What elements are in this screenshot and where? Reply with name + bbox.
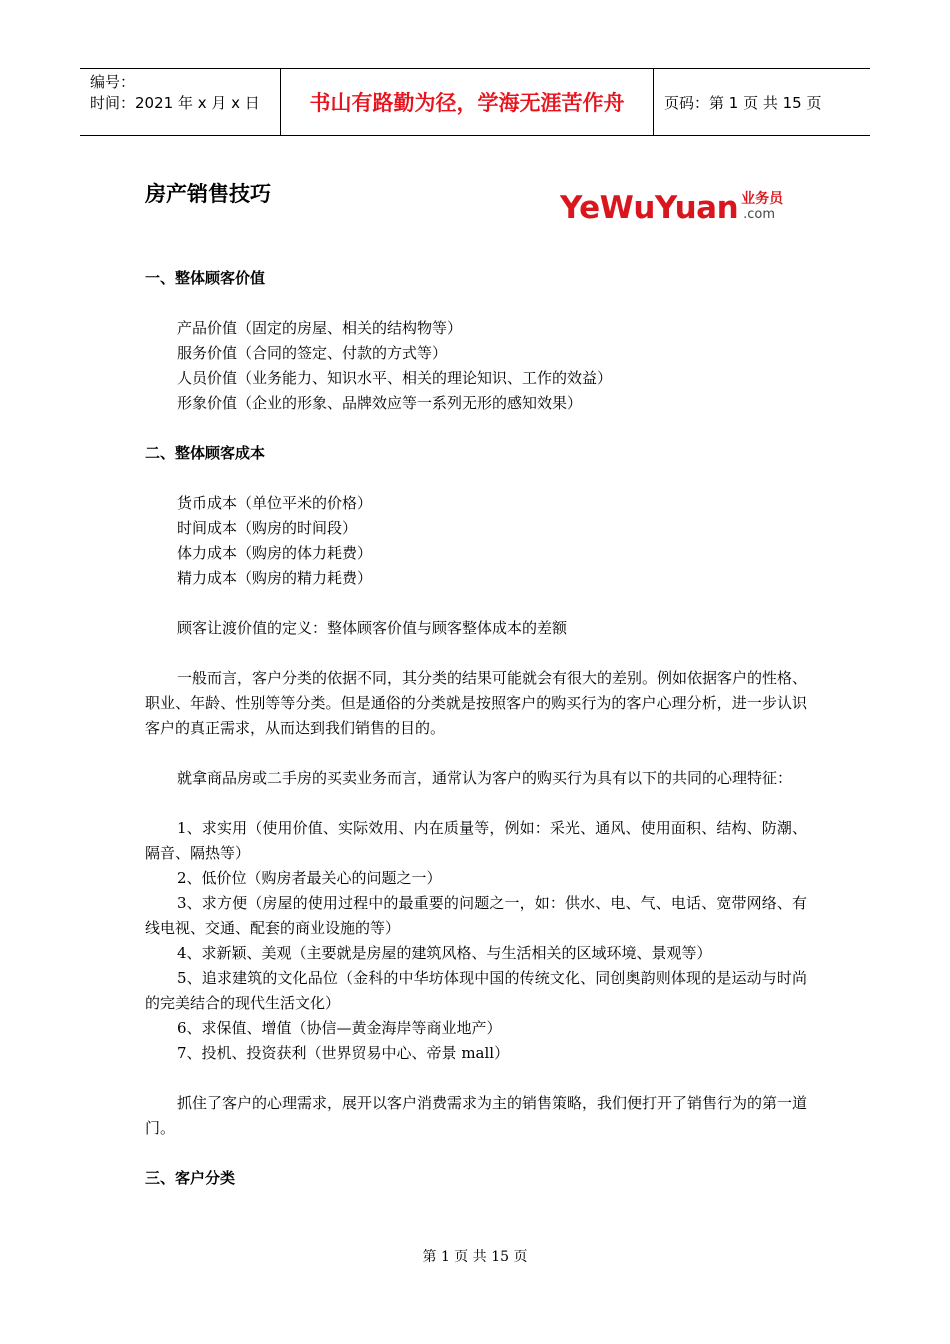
feature-item: 6、求保值、增值（协信—黄金海岸等商业地产） — [177, 1019, 502, 1037]
definition-text: 顾客让渡价值的定义：整体顾客价值与顾客整体成本的差额 — [177, 619, 568, 637]
logo-side — [741, 192, 783, 222]
section1-item: 产品价值（固定的房屋、相关的结构物等） — [177, 319, 463, 337]
section1-item: 形象价值（企业的形象、品牌效应等一系列无形的感知效果） — [177, 394, 583, 412]
section2-item: 体力成本（购房的体力耗费） — [177, 544, 373, 562]
page-footer: 第 1 页 共 15 页 — [422, 1249, 528, 1265]
document-title: 房产销售技巧 — [145, 181, 271, 206]
feature-item: 1、求实用（使用价值、实际效用、内在质量等，例如：采光、通风、使用面积、结构、防潮、隔音、隔热等） — [145, 819, 807, 862]
feature-item: 3、求方便（房屋的使用过程中的最重要的问题之一，如：供水、电、气、电话、宽带网络、有线电视、交通、配套的商业设施的等） — [145, 894, 807, 937]
logo-com-text: .com — [743, 207, 776, 222]
logo-main-text: YeWuYuan — [560, 190, 739, 226]
section1-heading: 一、整体顾客价值 — [145, 269, 266, 287]
section3-heading: 三、客户分类 — [145, 1169, 236, 1187]
date-label: 时间：2021 年 x 月 x 日 — [90, 94, 260, 112]
section1-item: 服务价值（合同的签定、付款的方式等） — [177, 344, 448, 362]
feature-item: 5、追求建筑的文化品位（金科的中华坊体现中国的传统文化、同创奥韵则体现的是运动与时尚的完美结合的现代生活文化） — [145, 969, 807, 1012]
section2-item: 时间成本（购房的时间段） — [177, 519, 358, 537]
section2-heading: 二、整体顾客成本 — [145, 444, 266, 462]
header-meta-cell — [80, 69, 281, 135]
page-info: 页码：第 1 页 共 15 页 — [664, 93, 822, 112]
motto: 书山有路勤为径，学海无涯苦作舟 — [281, 69, 654, 135]
logo-cn-text: 业务员 — [741, 191, 784, 207]
feature-item: 2、低价位（购房者最关心的问题之一） — [177, 869, 442, 887]
document-body — [145, 266, 807, 1191]
feature-item: 4、求新颖、美观（主要就是房屋的建筑风格、与生活相关的区域环境、景观等） — [177, 944, 712, 962]
header-table — [80, 68, 870, 136]
paragraph-features-intro: 就拿商品房或二手房的买卖业务而言，通常认为客户的购买行为具有以下的共同的心理特征： — [177, 769, 793, 787]
number-label: 编号： — [90, 73, 136, 91]
paragraph-classification: 一般而言，客户分类的依据不同，其分类的结果可能就会有很大的差别。例如依据客户的性格、职业、年龄、性别等等分类。但是通俗的分类就是按照客户的购买行为的客户心理分析，进一步认识客户的真正需求，从而达到我们销售的目的。 — [145, 669, 808, 737]
feature-item: 7、投机、投资获利（世界贸易中心、帝景 mall） — [177, 1044, 510, 1062]
section2-item: 货币成本（单位平米的价格） — [177, 494, 373, 512]
paragraph-conclusion: 抓住了客户的心理需求，展开以客户消费需求为主的销售策略，我们便打开了销售行为的第一道门。 — [145, 1094, 808, 1137]
yewuyuan-logo — [560, 192, 783, 224]
section2-item: 精力成本（购房的精力耗费） — [177, 569, 373, 587]
section1-item: 人员价值（业务能力、知识水平、相关的理论知识、工作的效益） — [177, 369, 613, 387]
